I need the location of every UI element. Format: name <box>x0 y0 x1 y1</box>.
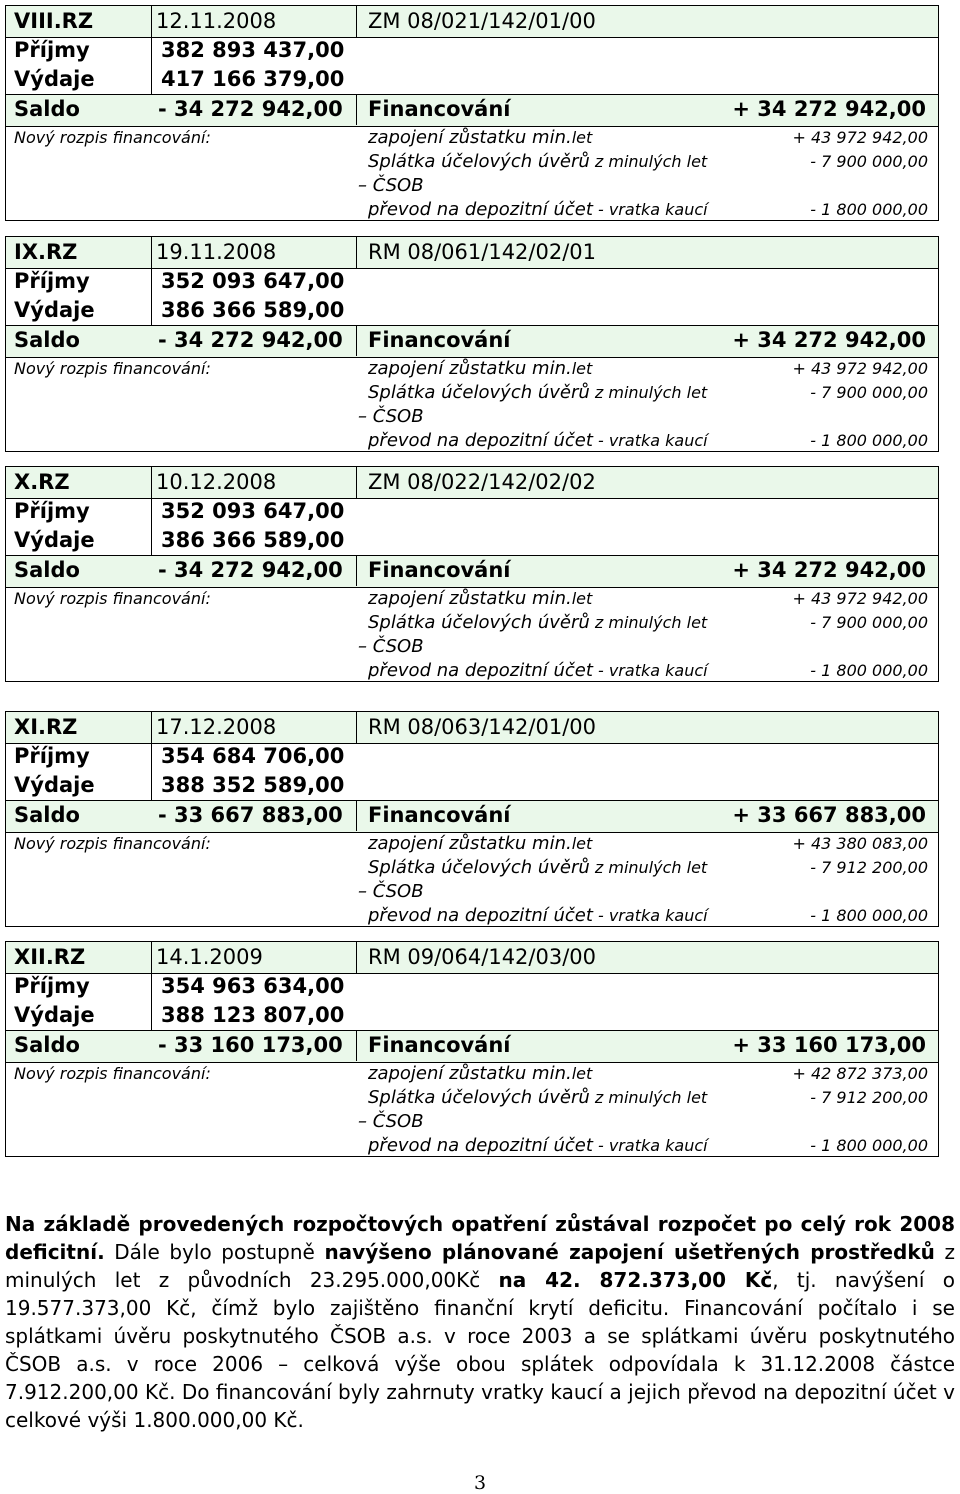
column-divider <box>151 6 152 94</box>
deposit-transfer-line <box>368 430 708 451</box>
financovani-label: Financování <box>368 558 511 582</box>
summary-highlight: navýšeno plánované zapojení ušetřených prostředků <box>324 1240 935 1264</box>
deposit-transfer-line <box>368 1135 708 1156</box>
financovani-value: + 33 667 883,00 <box>732 803 926 827</box>
rz-label: XI.RZ <box>14 715 78 739</box>
column-divider <box>151 942 152 1030</box>
surplus-usage-line <box>368 1063 592 1084</box>
loan-repayment-text: Splátka účelových úvěrů <box>368 612 590 633</box>
surplus-usage-text: zapojení zůstatku min. <box>368 833 572 854</box>
rz-label: IX.RZ <box>14 240 78 264</box>
summary-text: z minulých let z původních 23.295.000,00Kč <box>5 1240 955 1292</box>
deposit-transfer-text: převod na depozitní účet <box>368 660 593 681</box>
new-financing-label: Nový rozpis financování: <box>14 589 211 608</box>
csob-line: – ČSOB <box>358 881 424 902</box>
rz-block <box>5 711 939 927</box>
vydaje-label: Výdaje <box>14 528 95 552</box>
vydaje-label: Výdaje <box>14 1003 95 1027</box>
loan-repayment-line <box>368 1087 707 1108</box>
surplus-usage-value: + 43 972 942,00 <box>792 359 928 378</box>
deposit-transfer-value: - 1 800 000,00 <box>810 906 928 925</box>
csob-line: – ČSOB <box>358 406 424 427</box>
column-divider <box>356 555 357 586</box>
surplus-usage-text: let <box>571 128 593 147</box>
deposit-transfer-line <box>368 905 708 926</box>
column-divider <box>356 712 357 743</box>
loan-repayment-text: z minulých let <box>589 152 708 171</box>
surplus-usage-text: zapojení zůstatku min. <box>368 1063 572 1084</box>
csob-line: – ČSOB <box>358 1111 424 1132</box>
deposit-transfer-line <box>368 199 708 220</box>
vydaje-value: 388 123 807,00 <box>161 1003 345 1027</box>
new-financing-label: Nový rozpis financování: <box>14 359 211 378</box>
deposit-transfer-line <box>368 660 708 681</box>
surplus-usage-text: zapojení zůstatku min. <box>368 127 572 148</box>
new-financing-label: Nový rozpis financování: <box>14 1064 211 1083</box>
rz-block <box>5 5 939 221</box>
surplus-usage-text: zapojení zůstatku min. <box>368 588 572 609</box>
saldo-value: - 33 160 173,00 <box>158 1033 343 1057</box>
deposit-transfer-value: - 1 800 000,00 <box>810 1136 928 1155</box>
loan-repayment-text: Splátka účelových úvěrů <box>368 382 590 403</box>
surplus-usage-text: let <box>571 834 593 853</box>
loan-repayment-value: - 7 912 200,00 <box>810 1088 928 1107</box>
deposit-transfer-value: - 1 800 000,00 <box>810 431 928 450</box>
financovani-value: + 33 160 173,00 <box>732 1033 926 1057</box>
prijmy-label: Příjmy <box>14 38 90 62</box>
prijmy-value: 352 093 647,00 <box>161 269 345 293</box>
vydaje-value: 388 352 589,00 <box>161 773 345 797</box>
new-financing-label: Nový rozpis financování: <box>14 128 211 147</box>
column-divider <box>356 325 357 356</box>
rz-date: 19.11.2008 <box>156 240 277 264</box>
summary-text: Dále bylo postupně <box>104 1240 325 1264</box>
rz-date: 12.11.2008 <box>156 9 277 33</box>
financovani-label: Financování <box>368 1033 511 1057</box>
prijmy-label: Příjmy <box>14 269 90 293</box>
vydaje-value: 386 366 589,00 <box>161 528 345 552</box>
rz-date: 10.12.2008 <box>156 470 277 494</box>
new-financing-label: Nový rozpis financování: <box>14 834 211 853</box>
loan-repayment-value: - 7 900 000,00 <box>810 383 928 402</box>
saldo-value: - 34 272 942,00 <box>158 97 343 121</box>
csob-line: – ČSOB <box>358 175 424 196</box>
surplus-usage-line <box>368 358 592 379</box>
prijmy-value: 354 963 634,00 <box>161 974 345 998</box>
surplus-usage-text: let <box>571 1064 593 1083</box>
csob-line: – ČSOB <box>358 636 424 657</box>
financovani-label: Financování <box>368 803 511 827</box>
surplus-usage-text: zapojení zůstatku min. <box>368 358 572 379</box>
rz-label: VIII.RZ <box>14 9 94 33</box>
column-divider <box>356 1030 357 1061</box>
prijmy-label: Příjmy <box>14 974 90 998</box>
summary-highlight: na 42. 872.373,00 Kč <box>498 1268 773 1292</box>
page-number: 3 <box>473 1472 487 1494</box>
surplus-usage-value: + 42 872 373,00 <box>792 1064 928 1083</box>
column-divider <box>356 237 357 268</box>
surplus-usage-text: let <box>571 359 593 378</box>
deposit-transfer-text: převod na depozitní účet <box>368 199 593 220</box>
loan-repayment-text: z minulých let <box>589 1088 708 1107</box>
surplus-usage-line <box>368 588 592 609</box>
surplus-usage-value: + 43 972 942,00 <box>792 589 928 608</box>
column-divider <box>356 6 357 37</box>
loan-repayment-text: z minulých let <box>589 858 708 877</box>
loan-repayment-value: - 7 900 000,00 <box>810 152 928 171</box>
rz-reference: ZM 08/021/142/01/00 <box>368 9 596 33</box>
rz-reference: RM 08/063/142/01/00 <box>368 715 597 739</box>
rz-block <box>5 941 939 1157</box>
saldo-value: - 34 272 942,00 <box>158 558 343 582</box>
financovani-value: + 34 272 942,00 <box>732 558 926 582</box>
financovani-value: + 34 272 942,00 <box>732 97 926 121</box>
deposit-transfer-text: převod na depozitní účet <box>368 430 593 451</box>
deposit-transfer-text: - vratka kaucí <box>592 200 708 219</box>
prijmy-value: 352 093 647,00 <box>161 499 345 523</box>
column-divider <box>356 800 357 831</box>
loan-repayment-text: Splátka účelových úvěrů <box>368 857 590 878</box>
deposit-transfer-text: - vratka kaucí <box>592 906 708 925</box>
deposit-transfer-value: - 1 800 000,00 <box>810 661 928 680</box>
surplus-usage-value: + 43 380 083,00 <box>792 834 928 853</box>
deposit-transfer-value: - 1 800 000,00 <box>810 200 928 219</box>
loan-repayment-text: z minulých let <box>589 383 708 402</box>
vydaje-label: Výdaje <box>14 773 95 797</box>
loan-repayment-text: Splátka účelových úvěrů <box>368 151 590 172</box>
rz-reference: RM 08/061/142/02/01 <box>368 240 597 264</box>
surplus-usage-value: + 43 972 942,00 <box>792 128 928 147</box>
deposit-transfer-text: - vratka kaucí <box>592 1136 708 1155</box>
loan-repayment-line <box>368 612 707 633</box>
summary-sentence-deficit: Na základě provedených rozpočtových opatření zůstával rozpočet po celý rok 2008 deficitní. <box>5 1212 955 1264</box>
column-divider <box>356 942 357 973</box>
prijmy-label: Příjmy <box>14 744 90 768</box>
saldo-value: - 34 272 942,00 <box>158 328 343 352</box>
loan-repayment-line <box>368 151 707 172</box>
rz-label: X.RZ <box>14 470 70 494</box>
column-divider <box>356 94 357 125</box>
loan-repayment-text: Splátka účelových úvěrů <box>368 1087 590 1108</box>
saldo-label: Saldo <box>14 1033 80 1057</box>
vydaje-label: Výdaje <box>14 67 95 91</box>
column-divider <box>151 712 152 800</box>
deposit-transfer-text: - vratka kaucí <box>592 661 708 680</box>
rz-date: 14.1.2009 <box>156 945 263 969</box>
saldo-label: Saldo <box>14 558 80 582</box>
saldo-label: Saldo <box>14 803 80 827</box>
rz-date: 17.12.2008 <box>156 715 277 739</box>
loan-repayment-line <box>368 382 707 403</box>
loan-repayment-line <box>368 857 707 878</box>
prijmy-value: 382 893 437,00 <box>161 38 345 62</box>
rz-block <box>5 236 939 452</box>
surplus-usage-text: let <box>571 589 593 608</box>
rz-block <box>5 466 939 682</box>
rz-reference: ZM 08/022/142/02/02 <box>368 470 596 494</box>
loan-repayment-text: z minulých let <box>589 613 708 632</box>
vydaje-label: Výdaje <box>14 298 95 322</box>
financovani-value: + 34 272 942,00 <box>732 328 926 352</box>
loan-repayment-value: - 7 900 000,00 <box>810 613 928 632</box>
rz-label: XII.RZ <box>14 945 86 969</box>
surplus-usage-line <box>368 127 592 148</box>
summary-text: , tj. navýšení o 19.577.373,00 Kč, čímž bylo zajištěno finanční krytí deficitu. Financování počítalo i se splátkami úvěru poskytnutého ČSOB a.s. v roce 2003 a se splátkami úvěru poskytnutého ČSOB a.s. v roce 2006 – celková výše obou splátek odpovídala k 31.12.2008 částce 7.912.200,00 Kč. Do financování byly zahrnuty vratky kaucí a jejich převod na depozitní účet v celkové výši 1.800.000,00 Kč. <box>5 1268 956 1432</box>
vydaje-value: 386 366 589,00 <box>161 298 345 322</box>
prijmy-label: Příjmy <box>14 499 90 523</box>
prijmy-value: 354 684 706,00 <box>161 744 345 768</box>
deposit-transfer-text: převod na depozitní účet <box>368 1135 593 1156</box>
column-divider <box>151 467 152 555</box>
financovani-label: Financování <box>368 328 511 352</box>
saldo-value: - 33 667 883,00 <box>158 803 343 827</box>
deposit-transfer-text: převod na depozitní účet <box>368 905 593 926</box>
vydaje-value: 417 166 379,00 <box>161 67 345 91</box>
saldo-label: Saldo <box>14 97 80 121</box>
financovani-label: Financování <box>368 97 511 121</box>
summary-paragraph <box>5 1210 955 1434</box>
loan-repayment-value: - 7 912 200,00 <box>810 858 928 877</box>
surplus-usage-line <box>368 833 592 854</box>
rz-reference: RM 09/064/142/03/00 <box>368 945 597 969</box>
column-divider <box>356 467 357 498</box>
deposit-transfer-text: - vratka kaucí <box>592 431 708 450</box>
column-divider <box>151 237 152 325</box>
saldo-label: Saldo <box>14 328 80 352</box>
